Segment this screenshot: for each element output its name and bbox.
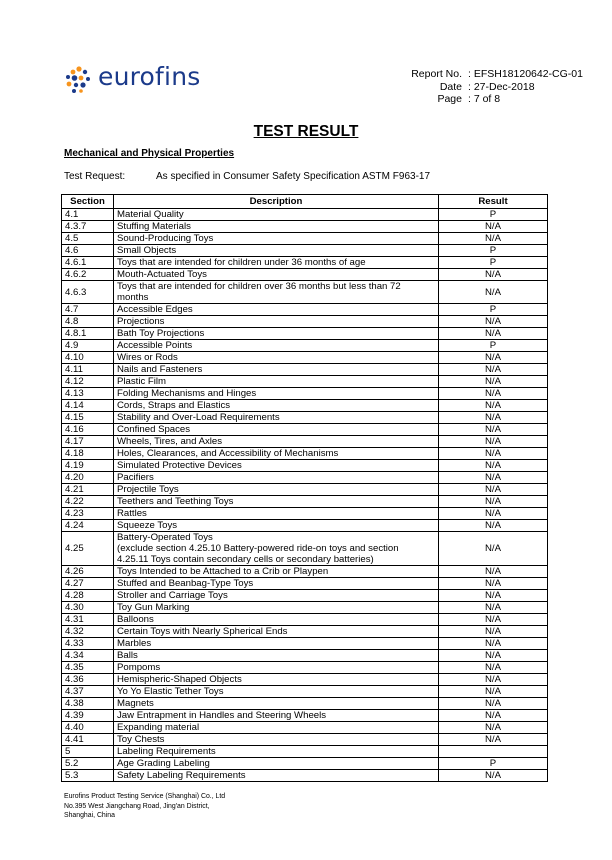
description-cell (114, 245, 439, 257)
table-row (62, 436, 548, 448)
section-cell: 4.23 (62, 508, 114, 520)
description-line: Bath Toy Projections (117, 328, 205, 339)
section-cell: 4.8.1 (62, 328, 114, 340)
result-cell: N/A (439, 710, 548, 722)
description-cell (114, 364, 439, 376)
description-line: Confined Spaces (117, 424, 191, 435)
description-line: Balls (117, 650, 138, 661)
section-cell: 4.18 (62, 448, 114, 460)
description-line: Sound-Producing Toys (117, 233, 214, 244)
table-row (62, 209, 548, 221)
description-line: Material Quality (117, 209, 184, 220)
result-cell: N/A (439, 484, 548, 496)
result-cell: N/A (439, 770, 548, 782)
description-cell (114, 388, 439, 400)
table-row (62, 472, 548, 484)
section-cell: 4.1 (62, 209, 114, 221)
result-cell: P (439, 758, 548, 770)
section-cell: 4.20 (62, 472, 114, 484)
description-line: Toys that are intended for children over 36 months but less than 72 (117, 281, 401, 292)
description-cell (114, 436, 439, 448)
description-line: Certain Toys with Nearly Spherical Ends (117, 626, 288, 637)
description-line: Pompoms (117, 662, 161, 673)
description-cell (114, 209, 439, 221)
result-cell: P (439, 340, 548, 352)
description-line: Rattles (117, 508, 147, 519)
description-line: Toy Chests (117, 734, 165, 745)
section-cell: 4.10 (62, 352, 114, 364)
result-cell: N/A (439, 508, 548, 520)
eurofins-logo-icon (64, 65, 94, 95)
result-cell: N/A (439, 686, 548, 698)
result-cell: N/A (439, 590, 548, 602)
section-cell: 4.9 (62, 340, 114, 352)
description-line: Yo Yo Elastic Tether Toys (117, 686, 224, 697)
description-line: (exclude section 4.25.10 Battery-powered ride-on toys and section (117, 543, 399, 554)
description-cell (114, 328, 439, 340)
description-line: Toy Gun Marking (117, 602, 190, 613)
section-cell: 4.30 (62, 602, 114, 614)
results-table (61, 194, 548, 782)
result-cell: N/A (439, 376, 548, 388)
section-cell: 4.11 (62, 364, 114, 376)
section-cell: 4.34 (62, 650, 114, 662)
table-row (62, 448, 548, 460)
result-cell (439, 746, 548, 758)
description-line: Stroller and Carriage Toys (117, 590, 228, 601)
description-line: Wheels, Tires, and Axles (117, 436, 223, 447)
section-cell: 4.21 (62, 484, 114, 496)
description-line: Labeling Requirements (117, 746, 216, 757)
description-cell (114, 496, 439, 508)
description-line: Pacifiers (117, 472, 154, 483)
table-row (62, 602, 548, 614)
section-cell: 4.17 (62, 436, 114, 448)
description-line: Holes, Clearances, and Accessibility of Mechanisms (117, 448, 339, 459)
section-cell: 4.6 (62, 245, 114, 257)
table-row (62, 508, 548, 520)
date-label: Date (439, 80, 462, 93)
table-row (62, 578, 548, 590)
description-line: Accessible Edges (117, 304, 193, 315)
result-cell: N/A (439, 662, 548, 674)
table-row (62, 566, 548, 578)
description-line: Stuffed and Beanbag-Type Toys (117, 578, 254, 589)
table-row (62, 520, 548, 532)
result-cell: N/A (439, 388, 548, 400)
description-line: Small Objects (117, 245, 177, 256)
table-row (62, 316, 548, 328)
description-cell (114, 650, 439, 662)
test-request-label: Test Request: (64, 171, 126, 182)
description-line: Safety Labeling Requirements (117, 770, 246, 781)
description-line: Battery-Operated Toys (117, 532, 213, 543)
description-line: Wires or Rods (117, 352, 178, 363)
table-row (62, 328, 548, 340)
description-line: Folding Mechanisms and Hinges (117, 388, 257, 399)
section-cell: 4.24 (62, 520, 114, 532)
table-row (62, 770, 548, 782)
table-row (62, 460, 548, 472)
description-cell (114, 734, 439, 746)
table-row (62, 496, 548, 508)
description-cell (114, 316, 439, 328)
section-cell: 5 (62, 746, 114, 758)
description-cell (114, 412, 439, 424)
table-row (62, 257, 548, 269)
result-cell: N/A (439, 578, 548, 590)
table-row (62, 364, 548, 376)
section-cell: 4.6.3 (62, 281, 114, 304)
table-row (62, 686, 548, 698)
section-cell: 4.37 (62, 686, 114, 698)
table-header-row (62, 195, 548, 209)
table-row (62, 698, 548, 710)
date-value: : 27-Dec-2018 (468, 80, 535, 93)
description-line: Magnets (117, 698, 154, 709)
description-cell (114, 448, 439, 460)
section-cell: 4.36 (62, 674, 114, 686)
result-cell: P (439, 245, 548, 257)
section-cell: 4.19 (62, 460, 114, 472)
description-cell (114, 257, 439, 269)
section-cell: 4.39 (62, 710, 114, 722)
section-cell: 4.15 (62, 412, 114, 424)
description-cell (114, 590, 439, 602)
description-cell (114, 662, 439, 674)
footer-street: No.395 West Jiangchang Road, Jing'an District, (64, 802, 210, 810)
description-line: Stability and Over-Load Requirements (117, 412, 280, 423)
description-cell (114, 698, 439, 710)
description-cell (114, 460, 439, 472)
description-line: Mouth-Actuated Toys (117, 269, 207, 280)
table-row (62, 746, 548, 758)
description-cell (114, 352, 439, 364)
result-cell: N/A (439, 650, 548, 662)
description-line: Cords, Straps and Elastics (117, 400, 231, 411)
description-cell (114, 269, 439, 281)
section-cell: 4.27 (62, 578, 114, 590)
description-line: Marbles (117, 638, 152, 649)
section-cell: 4.3.7 (62, 221, 114, 233)
table-row (62, 590, 548, 602)
test-request-value: As specified in Consumer Safety Specification ASTM F963-17 (156, 171, 431, 182)
result-cell: N/A (439, 233, 548, 245)
result-cell: N/A (439, 448, 548, 460)
description-cell (114, 614, 439, 626)
footer-company: Eurofins Product Testing Service (Shanghai) Co., Ltd (64, 793, 226, 800)
description-cell (114, 233, 439, 245)
table-row (62, 662, 548, 674)
page-row (404, 93, 583, 106)
table-row (62, 221, 548, 233)
section-cell: 4.32 (62, 626, 114, 638)
description-cell (114, 472, 439, 484)
description-line: Expanding material (117, 722, 200, 733)
description-line: Toys Intended to be Attached to a Crib or Playpen (117, 566, 329, 577)
table-row (62, 245, 548, 257)
section-cell: 4.28 (62, 590, 114, 602)
column-header-description: Description (114, 195, 439, 209)
description-line: Hemispheric-Shaped Objects (117, 674, 242, 685)
results-table-body (62, 209, 548, 782)
result-cell: N/A (439, 269, 548, 281)
description-cell (114, 602, 439, 614)
result-cell: P (439, 209, 548, 221)
description-line: Age Grading Labeling (117, 758, 210, 769)
section-cell: 4.22 (62, 496, 114, 508)
result-cell: N/A (439, 722, 548, 734)
section-cell: 4.38 (62, 698, 114, 710)
description-cell (114, 710, 439, 722)
section-cell: 4.14 (62, 400, 114, 412)
description-line: Accessible Points (117, 340, 193, 351)
section-cell: 4.31 (62, 614, 114, 626)
description-line: Plastic Film (117, 376, 167, 387)
table-row (62, 424, 548, 436)
table-row (62, 650, 548, 662)
section-cell: 5.3 (62, 770, 114, 782)
result-cell: N/A (439, 602, 548, 614)
description-cell (114, 638, 439, 650)
description-cell (114, 674, 439, 686)
result-cell: N/A (439, 566, 548, 578)
table-row (62, 638, 548, 650)
description-line: Projections (117, 316, 165, 327)
description-cell (114, 281, 439, 304)
logo-wordmark: eurofins (98, 62, 201, 91)
description-cell (114, 340, 439, 352)
description-cell (114, 626, 439, 638)
description-cell (114, 520, 439, 532)
column-header-result: Result (439, 195, 548, 209)
table-row (62, 269, 548, 281)
table-row (62, 758, 548, 770)
result-cell: N/A (439, 412, 548, 424)
section-cell: 4.16 (62, 424, 114, 436)
report-no-label: Report No. (411, 68, 462, 80)
result-cell: N/A (439, 352, 548, 364)
result-cell: N/A (439, 532, 548, 566)
section-cell: 4.6.1 (62, 257, 114, 269)
description-line: Simulated Protective Devices (117, 460, 242, 471)
result-cell: N/A (439, 460, 548, 472)
description-line: Toys that are intended for children under 36 months of age (117, 257, 366, 268)
section-subtitle: Mechanical and Physical Properties (64, 148, 235, 159)
description-cell (114, 484, 439, 496)
result-cell: N/A (439, 638, 548, 650)
result-cell: P (439, 304, 548, 316)
result-cell: N/A (439, 614, 548, 626)
description-line: Balloons (117, 614, 154, 625)
table-row (62, 352, 548, 364)
description-cell (114, 508, 439, 520)
section-cell: 4.40 (62, 722, 114, 734)
description-cell (114, 424, 439, 436)
result-cell: N/A (439, 400, 548, 412)
table-row (62, 400, 548, 412)
result-cell: N/A (439, 626, 548, 638)
page-title: TEST RESULT (253, 123, 359, 140)
description-line: Squeeze Toys (117, 520, 178, 531)
description-line: Jaw Entrapment in Handles and Steering Wheels (117, 710, 327, 721)
result-cell: N/A (439, 436, 548, 448)
section-cell: 4.7 (62, 304, 114, 316)
result-cell: N/A (439, 281, 548, 304)
section-cell: 4.25 (62, 532, 114, 566)
table-row (62, 674, 548, 686)
description-cell (114, 221, 439, 233)
page-value: : 7 of 8 (468, 93, 501, 105)
table-row (62, 734, 548, 746)
report-no-row (404, 68, 583, 81)
column-header-section: Section (62, 195, 114, 209)
description-cell (114, 578, 439, 590)
result-cell: N/A (439, 472, 548, 484)
table-row (62, 376, 548, 388)
description-line: Projectile Toys (117, 484, 179, 495)
section-cell: 4.6.2 (62, 269, 114, 281)
result-cell: N/A (439, 698, 548, 710)
description-line: Stuffing Materials (117, 221, 191, 232)
result-cell: N/A (439, 674, 548, 686)
result-cell: N/A (439, 328, 548, 340)
description-cell (114, 770, 439, 782)
section-cell: 4.12 (62, 376, 114, 388)
table-row (62, 412, 548, 424)
section-cell: 4.41 (62, 734, 114, 746)
description-cell (114, 686, 439, 698)
table-row (62, 388, 548, 400)
table-row (62, 484, 548, 496)
report-no-value: : EFSH18120642-CG-01 (468, 68, 583, 80)
result-cell: N/A (439, 221, 548, 233)
result-cell: N/A (439, 496, 548, 508)
table-row (62, 626, 548, 638)
description-line: Nails and Fasteners (117, 364, 203, 375)
result-cell: N/A (439, 424, 548, 436)
description-cell (114, 722, 439, 734)
description-cell (114, 376, 439, 388)
description-cell (114, 532, 439, 566)
description-line: Teethers and Teething Toys (117, 496, 234, 507)
footer-address (64, 792, 225, 821)
table-row (62, 722, 548, 734)
result-cell: N/A (439, 364, 548, 376)
description-cell (114, 758, 439, 770)
result-cell: P (439, 257, 548, 269)
section-cell: 4.33 (62, 638, 114, 650)
description-cell (114, 304, 439, 316)
table-row (62, 304, 548, 316)
section-cell: 4.8 (62, 316, 114, 328)
table-row (62, 614, 548, 626)
table-row (62, 532, 548, 566)
section-cell: 4.5 (62, 233, 114, 245)
date-row (404, 81, 583, 94)
description-cell (114, 746, 439, 758)
result-cell: N/A (439, 734, 548, 746)
result-cell: N/A (439, 520, 548, 532)
description-line: months (117, 292, 149, 303)
table-row (62, 233, 548, 245)
table-row (62, 281, 548, 304)
result-cell: N/A (439, 316, 548, 328)
page-label: Page (437, 93, 462, 105)
section-cell: 5.2 (62, 758, 114, 770)
footer-city: Shanghai, China (64, 812, 115, 819)
section-cell: 4.35 (62, 662, 114, 674)
report-meta (404, 68, 583, 106)
description-cell (114, 400, 439, 412)
description-line: 4.25.11 Toys contain secondary cells or secondary batteries) (117, 554, 374, 565)
table-row (62, 340, 548, 352)
section-cell: 4.26 (62, 566, 114, 578)
description-cell (114, 566, 439, 578)
eurofins-logo (64, 62, 214, 98)
section-cell: 4.13 (62, 388, 114, 400)
table-row (62, 710, 548, 722)
